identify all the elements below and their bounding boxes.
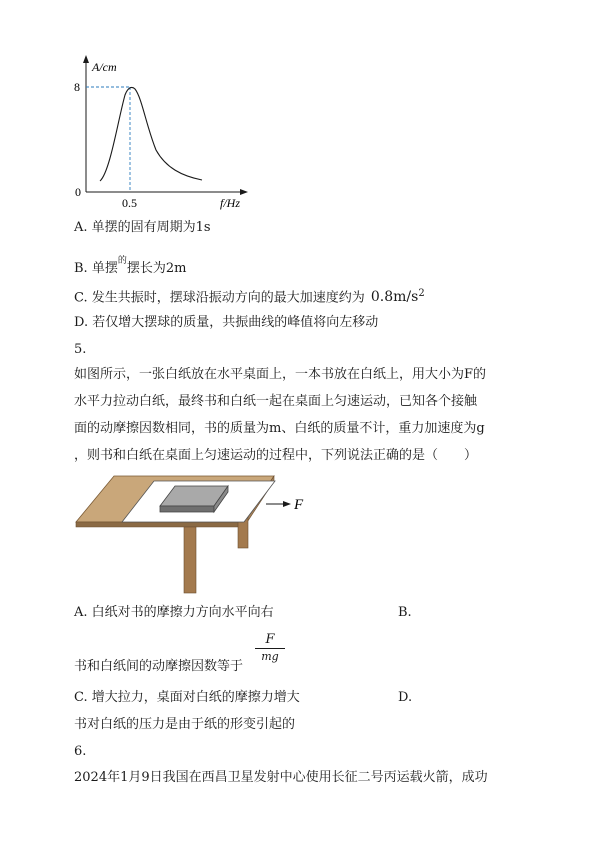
q5-stem-line-2: 水平力拉动白纸，最终书和白纸一起在桌面上匀速运动，已知各个接触 bbox=[74, 394, 478, 409]
q4-option-c-text: C. 发生共振时，摆球沿振动方向的最大加速度约为 bbox=[74, 290, 365, 306]
q4-option-c bbox=[74, 286, 425, 306]
q5-option-a: A. 白纸对书的摩擦力方向水平向右 bbox=[74, 605, 274, 620]
y-axis-arrow bbox=[83, 55, 89, 63]
y-axis-label: A/cm bbox=[92, 60, 117, 74]
q4-option-b-small: 的 bbox=[117, 256, 127, 266]
fraction-numerator: F bbox=[265, 632, 275, 647]
q5-option-b-letter: B. bbox=[398, 605, 412, 620]
q4-option-d: D. 若仅增大摆球的质量，共振曲线的峰值将向左移动 bbox=[74, 315, 379, 330]
q5-option-c: C. 增大拉力，桌面对白纸的摩擦力增大 bbox=[74, 690, 300, 705]
fraction-denominator: mg bbox=[261, 650, 279, 663]
table-leg-front bbox=[184, 527, 196, 593]
q4-option-b bbox=[74, 253, 186, 277]
origin-label: 0 bbox=[75, 185, 81, 199]
x-axis-arrow bbox=[240, 189, 248, 195]
q6-number: 6. bbox=[74, 744, 87, 759]
q5-stem-line-4: ，则书和白纸在桌面上匀速运动的过程中，下列说法正确的是（ ） bbox=[74, 448, 478, 463]
table-front-edge bbox=[76, 522, 244, 527]
y-tick-8: 8 bbox=[74, 80, 80, 94]
resonance-graph bbox=[70, 50, 260, 210]
q6-stem-line-1: 2024年1月9日我国在西昌卫星发射中心使用长征二号丙运载火箭，成功 bbox=[74, 770, 488, 785]
q5-stem-line-1: 如图所示，一张白纸放在水平桌面上，一本书放在白纸上，用大小为F的 bbox=[74, 367, 487, 382]
q5-stem-line-3: 面的动摩擦因数相同，书的质量为m、白纸的质量不计，重力加速度为g bbox=[74, 421, 485, 436]
q4-option-c-value: 0.8m/s bbox=[370, 289, 419, 306]
fraction-bar bbox=[255, 648, 285, 649]
q5-option-b-fraction bbox=[255, 632, 285, 663]
q5-option-d-letter: D. bbox=[398, 690, 413, 705]
q4-option-a: A. 单摆的固有周期为1s bbox=[74, 220, 211, 235]
x-axis-label: f/Hz bbox=[220, 196, 241, 210]
table-book-figure bbox=[74, 470, 334, 600]
q4-option-c-exp: 2 bbox=[418, 288, 425, 299]
resonance-curve bbox=[100, 87, 202, 181]
q5-number: 5. bbox=[74, 342, 87, 357]
q4-option-b-prefix: B. 单摆 bbox=[74, 261, 118, 276]
x-tick-0.5: 0.5 bbox=[122, 196, 137, 210]
force-arrow-head bbox=[283, 501, 291, 507]
q4-option-b-suffix: 摆长为2m bbox=[126, 261, 187, 276]
q5-option-d-text: 书对白纸的压力是由于纸的形变引起的 bbox=[74, 717, 296, 732]
book-front bbox=[160, 506, 214, 512]
force-label: F bbox=[294, 497, 304, 513]
q5-option-b-text: 书和白纸间的动摩擦因数等于 bbox=[74, 659, 244, 674]
